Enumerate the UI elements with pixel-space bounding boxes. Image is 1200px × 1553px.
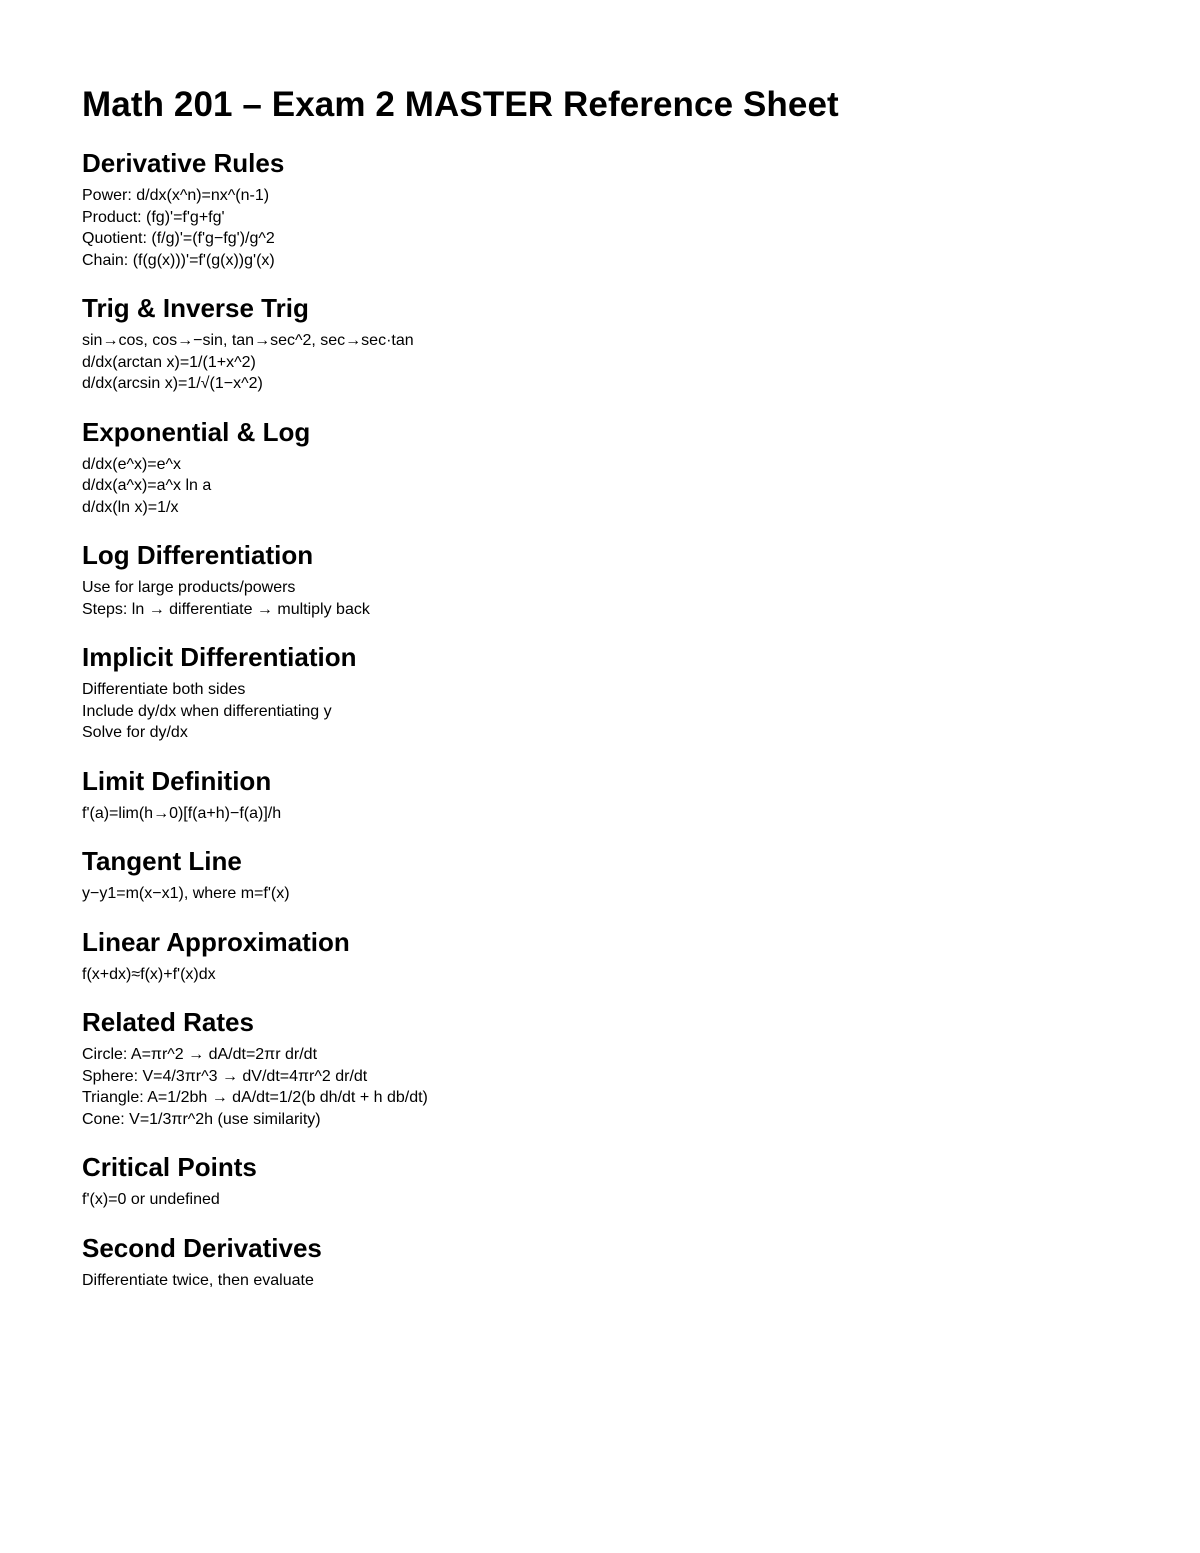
formula-line: Use for large products/powers xyxy=(82,579,296,596)
formula-line: Differentiate twice, then evaluate xyxy=(82,1271,314,1289)
section xyxy=(82,416,1142,519)
section xyxy=(82,845,1142,905)
section xyxy=(82,147,1142,271)
section-heading: Related Rates xyxy=(82,1007,254,1037)
formula-line: d/dx(ln x)=1/x xyxy=(82,498,179,516)
section xyxy=(82,765,1142,825)
formula-line: f(x+dx)≈f(x)+f'(x)dx xyxy=(82,965,216,983)
section-heading: Second Derivatives xyxy=(82,1232,322,1263)
formula-line: Circle: A=πr^2 → dA/dt=2πr dr/dt xyxy=(82,1046,318,1063)
section-heading: Implicit Differentiation xyxy=(82,642,357,672)
formula-line: Differentiate both sides xyxy=(82,681,246,698)
section-lines xyxy=(82,1189,1142,1211)
section xyxy=(82,1232,1142,1292)
section-lines xyxy=(82,964,1142,986)
section-lines xyxy=(82,454,1142,519)
section-lines xyxy=(82,1044,1142,1130)
section xyxy=(82,1151,1142,1211)
section-heading: Limit Definition xyxy=(82,765,272,796)
formula-line: f'(x)=0 or undefined xyxy=(82,1191,220,1208)
formula-line: Include dy/dx when differentiating y xyxy=(82,702,332,720)
section-heading: Trig & Inverse Trig xyxy=(82,293,309,323)
formula-line: d/dx(arctan x)=1/(1+x^2) xyxy=(82,353,256,371)
formula-line: Solve for dy/dx xyxy=(82,724,188,741)
section-lines xyxy=(82,679,1142,744)
section-lines xyxy=(82,883,1142,905)
formula-line: Quotient: (f/g)'=(f'g−fg')/g^2 xyxy=(82,230,275,247)
formula-line: y−y1=m(x−x1), where m=f'(x) xyxy=(82,885,290,902)
section-lines xyxy=(82,185,1142,271)
section xyxy=(82,292,1142,395)
formula-line: Chain: (f(g(x)))'=f'(g(x))g'(x) xyxy=(82,251,275,269)
section-lines xyxy=(82,803,1142,825)
section xyxy=(82,926,1142,986)
formula-line: Cone: V=1/3πr^2h (use similarity) xyxy=(82,1110,321,1128)
section-lines xyxy=(82,330,1142,395)
section xyxy=(82,1006,1142,1130)
formula-line: Steps: ln → differentiate → multiply back xyxy=(82,600,370,618)
section-heading: Linear Approximation xyxy=(82,926,350,957)
section-lines xyxy=(82,577,1142,620)
document-page xyxy=(82,84,1142,1291)
formula-line: d/dx(a^x)=a^x ln a xyxy=(82,477,212,494)
section-heading: Exponential & Log xyxy=(82,416,311,447)
section-lines xyxy=(82,1270,1142,1292)
section-heading: Log Differentiation xyxy=(82,540,314,570)
formula-line: Sphere: V=4/3πr^3 → dV/dt=4πr^2 dr/dt xyxy=(82,1067,368,1085)
formula-line: Power: d/dx(x^n)=nx^(n-1) xyxy=(82,187,270,204)
formula-line: d/dx(e^x)=e^x xyxy=(82,455,182,473)
formula-line: Product: (fg)'=f'g+fg' xyxy=(82,208,225,226)
section-heading: Derivative Rules xyxy=(82,148,285,178)
formula-line: sin→cos, cos→−sin, tan→sec^2, sec→sec·tan xyxy=(82,332,414,349)
formula-line: d/dx(arcsin x)=1/√(1−x^2) xyxy=(82,375,263,392)
sections-container xyxy=(82,147,1142,1291)
document-title: Math 201 – Exam 2 MASTER Reference Sheet xyxy=(82,85,839,124)
formula-line: Triangle: A=1/2bh → dA/dt=1/2(b dh/dt + h db/dt) xyxy=(82,1089,428,1106)
section-heading: Critical Points xyxy=(82,1152,257,1182)
formula-line: f'(a)=lim(h→0)[f(a+h)−f(a)]/h xyxy=(82,804,282,822)
section-heading: Tangent Line xyxy=(82,846,242,876)
section xyxy=(82,539,1142,620)
section xyxy=(82,641,1142,744)
